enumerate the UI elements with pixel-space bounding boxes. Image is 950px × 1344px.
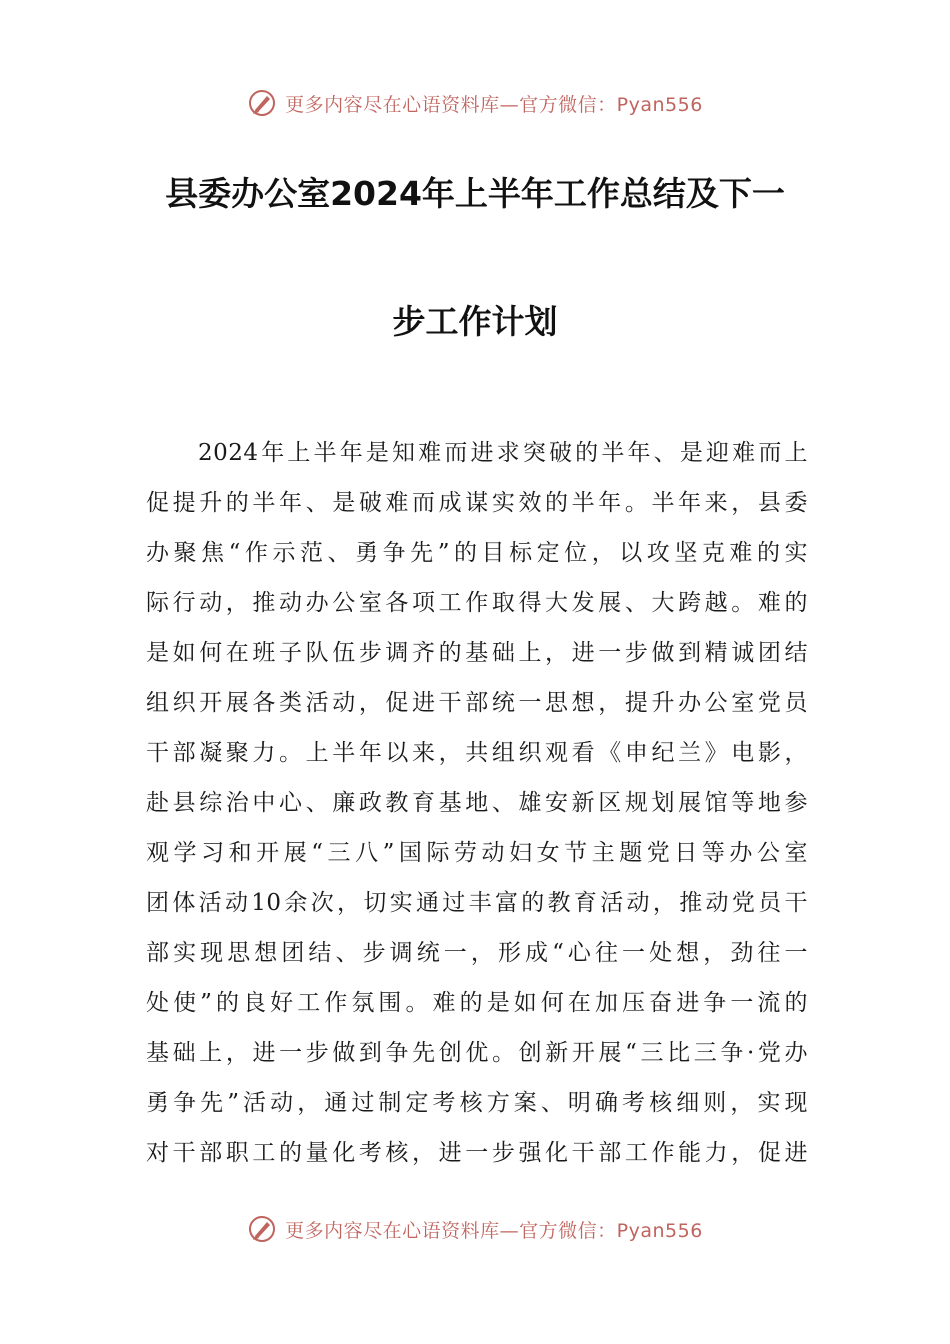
body-line: 际行动，推动办公室各项工作取得大发展、大跨越。难的 (146, 590, 808, 616)
header-watermark (0, 86, 950, 120)
body-line: 组织开展各类活动，促进干部统一思想，提升办公室党员 (146, 690, 808, 716)
body-line: 2024年上半年是知难而进求突破的半年、是迎难而上 (198, 440, 808, 466)
footer-watermark (0, 1212, 950, 1246)
body-line: 部实现思想团结、步调统一，形成“心往一处想，劲往一 (146, 940, 808, 966)
body-line: 是如何在班子队伍步调齐的基础上，进一步做到精诚团结 (146, 640, 808, 666)
pen-logo-icon (247, 1214, 277, 1244)
body-line: 基础上，进一步做到争先创优。创新开展“三比三争·党办 (146, 1040, 808, 1066)
body-line: 团体活动10余次，切实通过丰富的教育活动，推动党员干 (146, 890, 808, 916)
body-line: 办聚焦“作示范、勇争先”的目标定位，以攻坚克难的实 (146, 540, 808, 566)
watermark-wechat-id: Pyan556 (616, 93, 703, 116)
body-line: 对干部职工的量化考核，进一步强化干部工作能力，促进 (146, 1140, 808, 1166)
body-line: 促提升的半年、是破难而成谋实效的半年。半年来，县委 (146, 490, 808, 516)
body-line: 干部凝聚力。上半年以来，共组织观看《申纪兰》电影， (146, 740, 808, 766)
body-line: 勇争先”活动，通过制定考核方案、明确考核细则，实现 (146, 1090, 808, 1116)
watermark-text: 更多内容尽在心语资料库—官方微信：Pyan556 (285, 1219, 703, 1242)
watermark-wechat-id: Pyan556 (616, 1219, 703, 1242)
body-line: 处使”的良好工作氛围。难的是如何在加压奋进争一流的 (146, 990, 808, 1016)
body-line: 赴县综治中心、廉政教育基地、雄安新区规划展馆等地参 (146, 790, 808, 816)
pen-logo-icon (247, 88, 277, 118)
body-line: 观学习和开展“三八”国际劳动妇女节主题党日等办公室 (146, 840, 808, 866)
document-title-line-1: 县委办公室2024年上半年工作总结及下一 (165, 174, 785, 213)
watermark-text: 更多内容尽在心语资料库—官方微信：Pyan556 (285, 93, 703, 116)
document-title-line-2: 步工作计划 (392, 302, 558, 341)
body-paragraph (146, 428, 808, 1178)
